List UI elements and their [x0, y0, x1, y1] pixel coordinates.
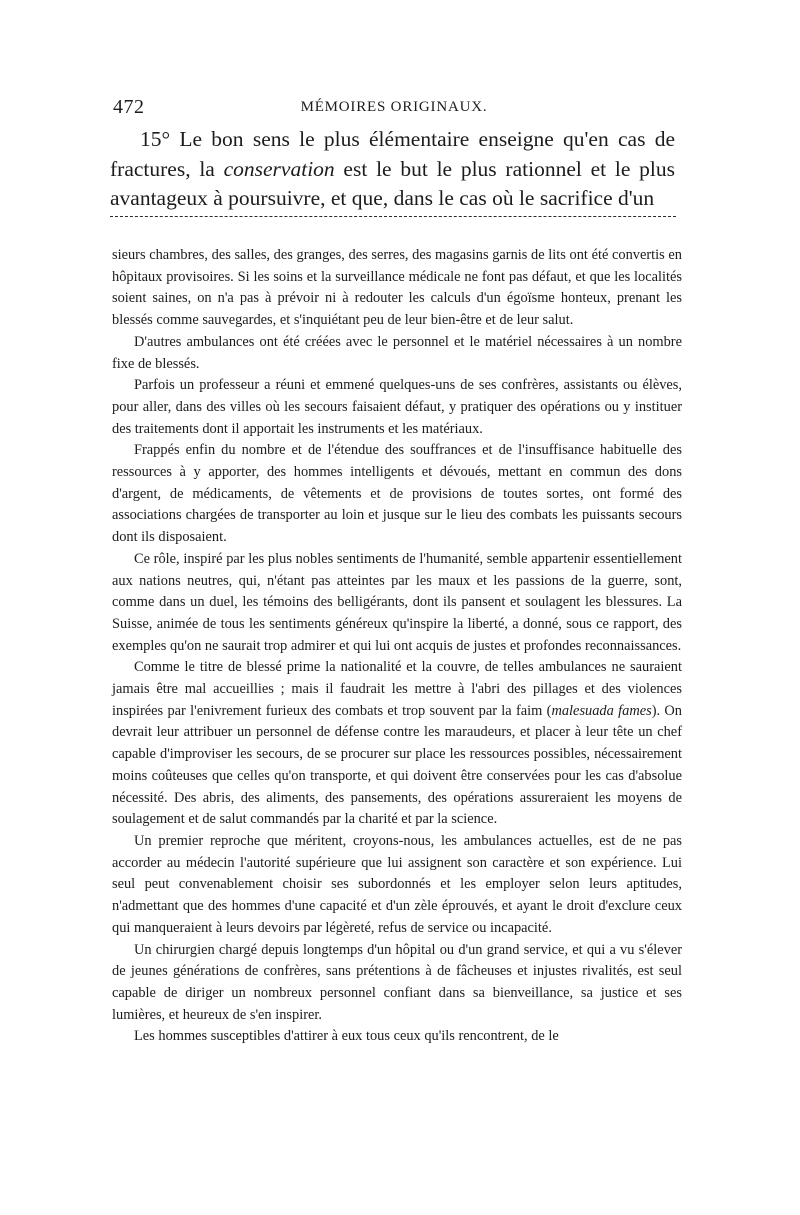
footnote-paragraph-8: Un chirurgien chargé depuis longtemps d'un hôpital ou d'un grand service, et qui a vu s'élever de jeunes générations de confrères, sans prétentions à de fâcheuses et injustes rivalités, est seul capable de diriger un nombreux personnel confiant dans sa bienveillance, sa justice et ses lumières, et heureux de s'en inspirer. — [112, 941, 682, 1023]
footnote-paragraph-4: Frappés enfin du nombre et de l'étendue des souffrances et de l'insuffisance habituelle des ressources à y apporter, des hommes intelligents et dévoués, mettant en commun des dons d'argent, de médicaments, de vêtements et de provisions de toutes sortes, ont formé des associations chargées de transporter au loin et jusque sur le lieu des combats les puissants secours dont ils disposaient. — [112, 442, 682, 546]
main-text — [110, 125, 675, 214]
footnote-paragraph-5: Ce rôle, inspiré par les plus nobles sentiments de l'humanité, semble appartenir essentiellement aux nations neutres, qui, n'étant pas atteintes par les maux et les passions de la guerre, sont, comme dans un duel, les témoins des belligérants, dont ils pansent et soulagent les blessures. La Suisse, animée de tous les sentiments généreux qu'inspire la liberté, a donné, sous ce rapport, des exemples qu'on ne saurait trop admirer et qui lui ont acquis de justes et profondes reconnaissances. — [112, 550, 682, 654]
main-tail: est le but le plus rationnel et le plus avantageux à poursuivre, et que, dans le cas où le sacrifice d'un — [110, 156, 675, 210]
footnote-paragraph-2: D'autres ambulances ont été créées avec le personnel et le matériel nécessaires à un nombre fixe de blessés. — [112, 333, 682, 372]
footnote-paragraph-6 — [112, 657, 682, 831]
page-number: 472 — [113, 96, 145, 118]
footnote-text — [112, 245, 682, 1048]
p6-emphasis: malesuada fames — [551, 702, 652, 719]
footnote-paragraph-9: Les hommes susceptibles d'attirer à eux tous ceux qu'ils rencontrent, de le — [134, 1028, 559, 1045]
footnote-separator — [110, 216, 676, 217]
footnote-paragraph-7: Un premier reproche que méritent, croyons-nous, les ambulances actuelles, est de ne pas accorder au médecin l'autorité supérieure que lui assignent son caractère et son expérience. Lui seul peut convenablement choisir ses subordonnés et les employer selon leurs aptitudes, n'admettant que des hommes d'une capacité et d'un zèle éprouvés, et ayant le droit d'exclure ceux qui manqueraient à leurs devoirs par légèreté, refus de service ou incapacité. — [112, 832, 682, 936]
main-emphasis: conservation — [223, 156, 335, 181]
running-title: MÉMOIRES ORIGINAUX. — [300, 99, 488, 115]
footnote-paragraph-1: sieurs chambres, des salles, des granges, des serres, des magasins garnis de lits ont été convertis en hôpitaux provisoires. Si les soins et la surveillance médicale ne font pas défaut, et que les localités soient saines, on n'a pas à prévoir ni à redouter les calculs d'un égoïsme honteux, prenant les blessés comme sauvegardes, et s'inquiétant peu de leur bien-être et de leur salut. — [112, 247, 682, 329]
footnote-paragraph-3: Parfois un professeur a réuni et emmené quelques-uns de ses confrères, assistants ou élèves, pour aller, dans des villes où les secours faisaient défaut, y pratiquer des opérations ou y instituer des traitements dont il apportait les instruments et les matériaux. — [112, 377, 682, 437]
p6-tail: ). On devrait leur attribuer un personnel de défense contre les maraudeurs, et placer à leur tête un chef capable d'improviser les secours, de se procurer sur place les ressources possibles, nécessairement moins coûteuses que celles qu'on transporte, et qui doivent être conservées pour les cas d'absolue nécessité. Des abris, des aliments, des pansements, des opérations assureraient les moyens de soulagement et de salut commandés par la charité et par la science. — [112, 702, 682, 828]
page-header — [113, 96, 675, 122]
main-paragraph — [110, 125, 675, 214]
main-lead: 15° Le bon sens le plus élémentaire enseigne qu'en cas de fractures, la — [110, 127, 675, 181]
p6-lead: Comme le titre de blessé prime la nationalité et la couvre, de telles ambulances ne sauraient jamais être mal accueillies ; mais il faudrait les mettre à l'abri des pillages et des violences inspirées par l'enivrement furieux des combats et trop souvent par la faim ( — [112, 659, 682, 719]
